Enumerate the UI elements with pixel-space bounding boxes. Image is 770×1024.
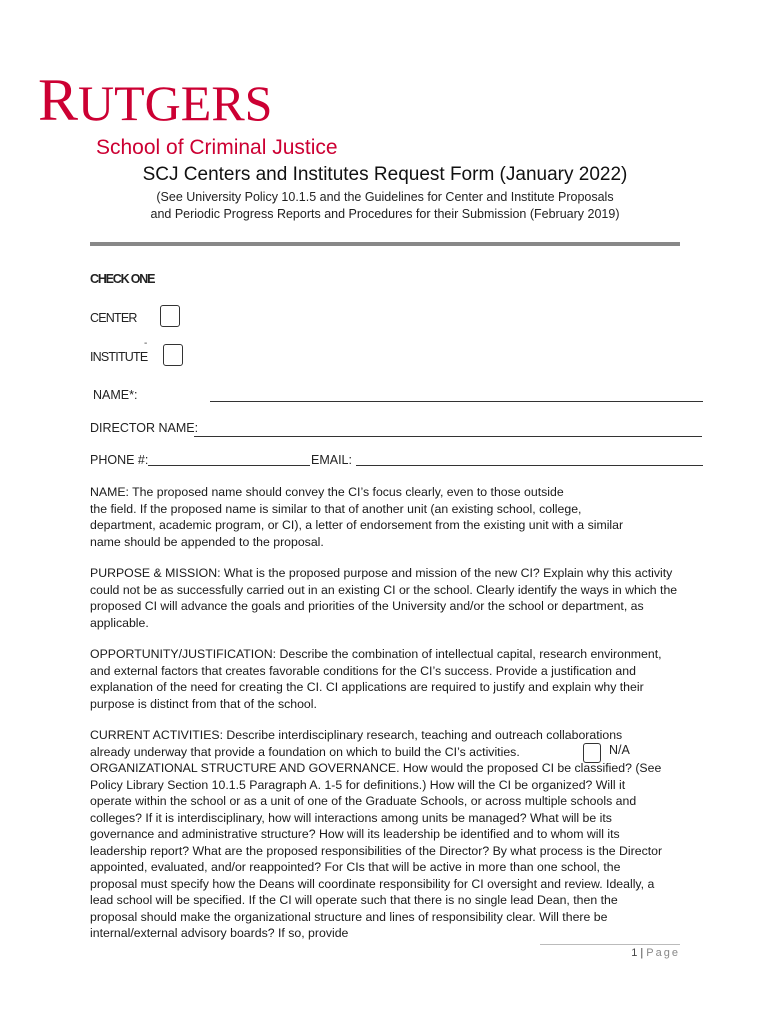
footer-divider — [540, 944, 680, 945]
institute-checkbox[interactable] — [163, 344, 183, 366]
stray-mark: - — [144, 338, 148, 349]
phone-field-label: PHONE #: — [90, 453, 149, 467]
name-section — [90, 484, 700, 550]
center-checkbox[interactable] — [160, 305, 180, 327]
header-divider — [90, 242, 680, 246]
director-field-label: DIRECTOR NAME: — [90, 421, 199, 435]
form-subtitle-line2: and Periodic Progress Reports and Procedures for their Submission (February 2019) — [150, 207, 620, 221]
name-section-line: the field. If the proposed name is similar to that of another unit (an existing school, college, — [90, 501, 582, 516]
purpose-text: PURPOSE & MISSION: What is the proposed purpose and mission of the new CI? Explain why this activity could not be as successfully carried out in an existing CI or the school. Clearly identify the ways in which the proposed CI will advance the goals and priorities of the University and/or the school or department, as applicable. — [90, 566, 678, 630]
check-one-heading: CHECK ONE — [90, 272, 155, 286]
name-section-line: NAME: The proposed name should convey the CI’s focus clearly, even to those outside — [90, 485, 564, 499]
page-separator: | — [640, 947, 644, 959]
name-section-line: name should be appended to the proposal. — [90, 534, 324, 549]
na-label: N/A — [609, 743, 630, 757]
logo-wordmark: UTGERS — [78, 75, 273, 131]
name-field-label: NAME*: — [93, 388, 138, 402]
director-field-line[interactable] — [194, 436, 702, 437]
email-field-line[interactable] — [356, 465, 703, 466]
opportunity-text: OPPORTUNITY/JUSTIFICATION: Describe the combination of intellectual capital, research environment, and external factors that creates favorable conditions for the CI’s success. Provide a justification and explanation of the need for creating the CI. CI applications are required to justify and explain why their purpose is distinct from that of the school. — [90, 647, 662, 711]
center-option-label: CENTER — [90, 311, 137, 325]
rutgers-logo — [38, 67, 273, 133]
form-title: SCJ Centers and Institutes Request Form (January 2022) — [142, 164, 628, 185]
purpose-section — [90, 565, 690, 631]
org-structure-section — [90, 760, 665, 942]
school-name: School of Criminal Justice — [96, 136, 338, 159]
name-field-line[interactable] — [210, 401, 703, 402]
phone-field-line[interactable] — [148, 465, 310, 466]
page-word: Page — [646, 947, 680, 959]
email-field-label: EMAIL: — [311, 453, 352, 467]
page-footer — [540, 947, 680, 959]
org-structure-text: ORGANIZATIONAL STRUCTURE AND GOVERNANCE. How would the proposed CI be classified? (See Policy Library Section 10.1.5 Paragraph A. 1-5 for definitions.) How will the CI be organized? Will it operate within the school or as a unit of one of the Graduate Schools, or across multiple schools and colleges? If it is interdisciplinary, how will interactions among units be managed? What will be its governance and administrative structure? How will its leadership be identified and to whom will its leadership report? What are the proposed responsibilities of the Director? By what process is the Director appointed, evaluated, and/or reappointed? For CIs that will be active in more than one school, the proposal must specify how the Deans will coordinate responsibility for CI oversight and review. Ideally, a lead school will be specified. If the CI will operate such that there is no single lead Dean, then the proposal should make the organizational structure and lines of responsibility clear. Will there be internal/external advisory boards? If so, provide — [90, 761, 663, 940]
current-activities-line: CURRENT ACTIVITIES: Describe interdisciplinary research, teaching and outreach collaborations — [90, 728, 623, 742]
page-number: 1 — [631, 947, 638, 959]
logo-initial: R — [38, 67, 79, 133]
form-subtitle-line1: (See University Policy 10.1.5 and the Guidelines for Center and Institute Proposals — [156, 190, 614, 204]
opportunity-section — [90, 646, 670, 712]
institute-option-label: INSTITUTE — [90, 350, 148, 364]
name-section-line: department, academic program, or CI), a letter of endorsement from the existing unit with a similar — [90, 518, 624, 532]
current-activities-line: already underway that provide a foundation on which to build the CI’s activities. — [90, 744, 520, 759]
